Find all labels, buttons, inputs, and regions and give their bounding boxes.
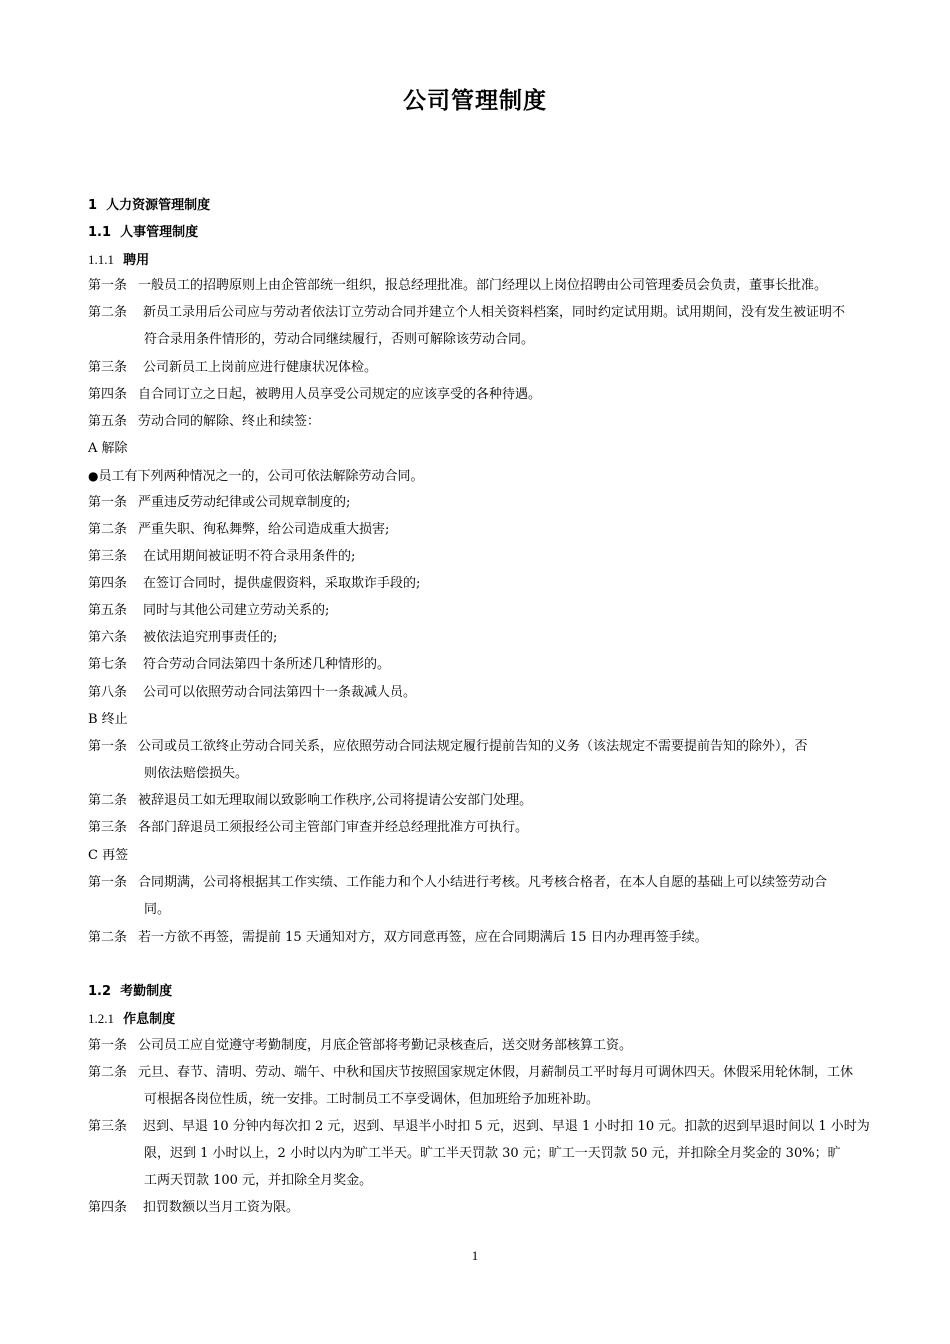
article: 第五条 劳动合同的解除、终止和续签：: [88, 414, 321, 429]
article-continuation: 则依法赔偿损失。: [144, 766, 249, 781]
heading-1-1: 1.1 人事管理制度: [88, 225, 199, 240]
article: 第一条 公司员工应自觉遵守考勤制度，月底企管部将考勤记录核查后，送交财务部核算工资。: [88, 1038, 633, 1053]
bullet-icon: ●: [88, 469, 99, 483]
section-b-label: B 终止: [88, 712, 128, 727]
article: 第三条 公司新员工上岗前应进行健康状况体检。: [88, 360, 378, 375]
list-item: 第二条 若一方欲不再签，需提前 15 天通知对方，双方同意再签，应在合同期满后 15 日内办理再签手续。: [88, 930, 708, 945]
article-continuation: 同。: [144, 902, 171, 917]
list-item: 第一条 公司或员工欲终止劳动合同关系，应依照劳动合同法规定履行提前告知的义务（该法规定不需要提前告知的除外），否: [88, 739, 808, 754]
list-item: 第二条 严重失职、徇私舞弊，给公司造成重大损害;: [88, 522, 390, 537]
article-continuation: 可根据各岗位性质，统一安排。工时制员工不享受调休，但加班给予加班补助。: [144, 1092, 600, 1107]
heading-1-2-1: 1.2.1 作息制度: [88, 1011, 176, 1027]
list-item: 第四条 在签订合同时，提供虚假资料，采取欺诈手段的;: [88, 576, 421, 591]
article: 第三条 迟到、早退 10 分钟内每次扣 2 元，迟到、早退半小时扣 5 元，迟到、早退 1 小时扣 10 元。扣款的迟到早退时间以 1 小时为: [88, 1119, 870, 1134]
section-c-label: C 再签: [88, 848, 129, 863]
list-item: 第五条 同时与其他公司建立劳动关系的;: [88, 603, 330, 618]
heading-1-2: 1.2 考勤制度: [88, 984, 173, 999]
article-continuation: 符合录用条件情形的，劳动合同继续履行，否则可解除该劳动合同。: [144, 332, 535, 347]
page-title: 公司管理制度: [403, 88, 547, 114]
list-item: 第七条 符合劳动合同法第四十条所述几种情形的。: [88, 657, 391, 672]
article: 第四条 自合同订立之日起，被聘用人员享受公司规定的应该享受的各种待遇。: [88, 387, 542, 402]
page-number: 1: [471, 1248, 479, 1263]
list-item: 第三条 各部门辞退员工须报经公司主管部门审查并经总经理批准方可执行。: [88, 820, 529, 835]
section-a-label: A 解除: [88, 441, 128, 456]
list-item: 第三条 在试用期间被证明不符合录用条件的;: [88, 549, 356, 564]
list-item: 第一条 严重违反劳动纪律或公司规章制度的;: [88, 495, 351, 510]
article-continuation: 工两天罚款 100 元，并扣除全月奖金。: [144, 1173, 373, 1188]
article: 第一条 一般员工的招聘原则上由企管部统一组织，报总经理批准。部门经理以上岗位招聘由公司管理委员会负责，董事长批准。: [88, 278, 828, 293]
article: 第二条 新员工录用后公司应与劳动者依法订立劳动合同并建立个人相关资料档案，同时约定试用期。试用期间，没有发生被证明不: [88, 305, 846, 320]
heading-1: 1 人力资源管理制度: [88, 198, 211, 213]
article: 第二条 元旦、春节、清明、劳动、端午、中秋和国庆节按照国家规定休假，月薪制员工平时每月可调休四天。休假采用轮休制，工休: [88, 1065, 854, 1080]
list-item: 第六条 被依法追究刑事责任的;: [88, 630, 278, 645]
list-item: 第八条 公司可以依照劳动合同法第四十一条裁减人员。: [88, 685, 417, 700]
bullet-item: ●员工有下列两种情况之一的，公司可依法解除劳动合同。: [88, 469, 424, 484]
article-continuation: 限，迟到 1 小时以上，2 小时以内为旷工半天。旷工半天罚款 30 元；旷工一天罚款 50 元，并扣除全月奖金的 30%；旷: [144, 1146, 841, 1161]
heading-1-1-1: 1.1.1 聘用: [88, 252, 150, 268]
list-item: 第二条 被辞退员工如无理取闹以致影响工作秩序,公司将提请公安部门处理。: [88, 793, 533, 808]
list-item: 第一条 合同期满，公司将根据其工作实绩、工作能力和个人小结进行考核。凡考核合格者，在本人自愿的基础上可以续签劳动合: [88, 875, 828, 890]
article: 第四条 扣罚数额以当月工资为限。: [88, 1200, 300, 1215]
